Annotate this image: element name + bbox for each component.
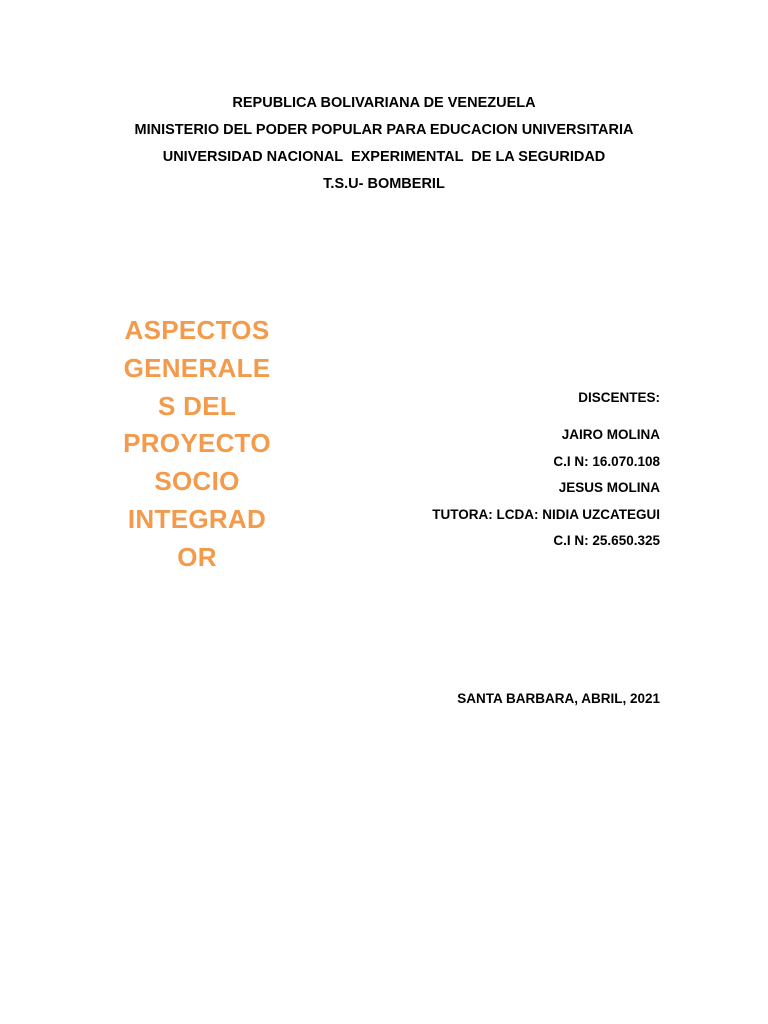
place-and-date: SANTA BARBARA, ABRIL, 2021 [457,691,660,706]
tutor-name: TUTORA: LCDA: NIDIA UZCATEGUI [432,506,660,522]
title-line: GENERALE [123,352,271,383]
title-line: S DEL [157,390,237,421]
students-heading: DISCENTES: [578,390,660,405]
header-line-university: UNIVERSIDAD NACIONAL EXPERIMENTAL DE LA SEGURIDAD [162,149,606,165]
student-name: JESUS MOLINA [558,480,660,495]
header-line-ministry: MINISTERIO DEL PODER POPULAR PARA EDUCACION UNIVERSITARIA [134,122,634,138]
header-line-program: T.S.U- BOMBERIL [323,176,445,192]
credits-section [340,387,660,555]
title-line: OR [177,541,217,572]
tutor-id: C.I N: 25.650.325 [553,533,660,548]
title-line: ASPECTOS [124,315,270,345]
document-title [112,312,282,577]
title-line: PROYECTO [123,428,271,459]
student-name: JAIRO MOLINA [561,427,660,442]
title-line: INTEGRAD [127,503,267,534]
institution-header [0,90,768,198]
title-line: SOCIO [154,466,240,497]
header-line-republic: REPUBLICA BOLIVARIANA DE VENEZUELA [232,95,536,111]
student-id: C.I N: 16.070.108 [553,453,660,469]
